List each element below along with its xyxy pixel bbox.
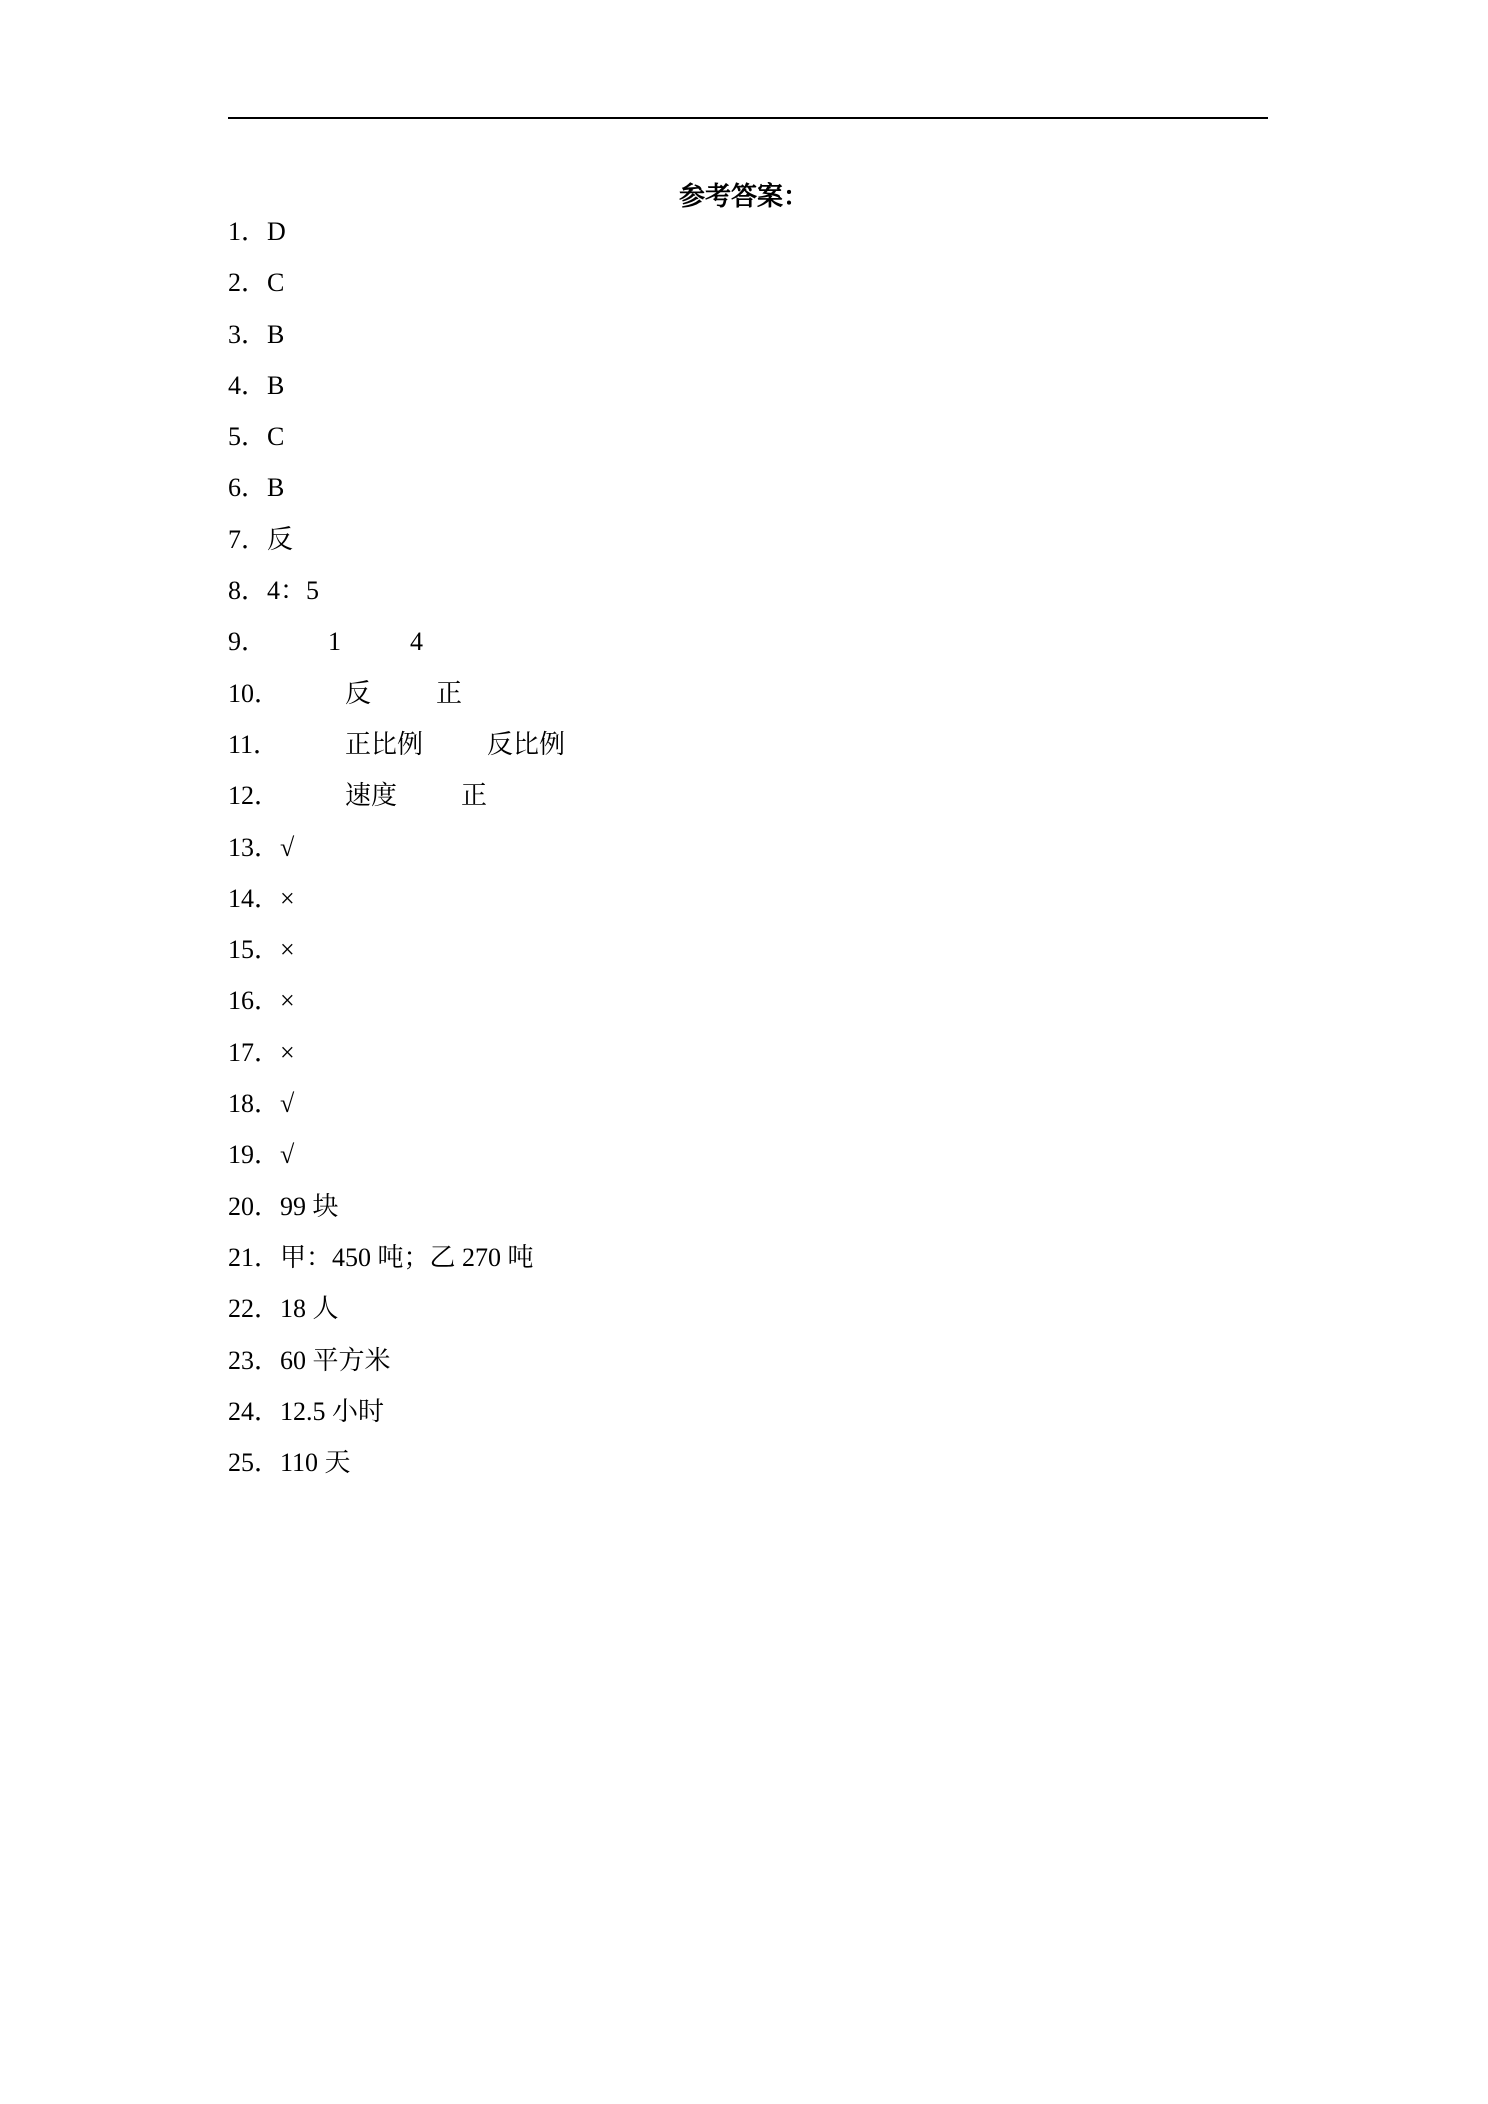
answer-item-4 [228, 369, 534, 420]
answer-item-16 [228, 984, 534, 1035]
answer-blank-1: 反 [345, 678, 372, 708]
answer-value: B [267, 473, 285, 503]
answer-item-19 [228, 1138, 534, 1189]
answer-item-6 [228, 471, 534, 522]
answer-number: 3． [228, 319, 268, 349]
answer-value: 甲：450 吨；乙 270 吨 [280, 1242, 534, 1272]
answer-item-22 [228, 1292, 534, 1343]
answer-number: 8． [228, 576, 268, 606]
answer-blank-1: 正比例 [345, 729, 424, 759]
answer-number: 10． [228, 678, 281, 708]
answer-number: 17． [228, 1037, 281, 1067]
answer-number: 1． [228, 217, 268, 246]
answer-blank-2: 正 [461, 781, 488, 811]
answer-number: 5． [228, 422, 268, 452]
answer-number: 7． [228, 524, 268, 554]
answer-item-5 [228, 420, 534, 471]
answer-number: 24． [228, 1396, 281, 1426]
answer-value: 4：5 [267, 576, 320, 606]
answer-number: 25． [228, 1448, 281, 1478]
answer-number: 18． [228, 1089, 281, 1119]
answer-item-18 [228, 1087, 534, 1138]
answer-value: B [267, 319, 285, 349]
answer-item-21 [228, 1241, 534, 1292]
answer-item-2 [228, 266, 534, 317]
answer-list [228, 215, 566, 1497]
answer-value: × [280, 986, 295, 1016]
answer-number: 2． [228, 268, 268, 298]
answer-number: 13． [228, 832, 281, 862]
answer-value: √ [280, 1140, 295, 1170]
answer-item-9 [228, 625, 534, 676]
answer-item-12 [228, 779, 534, 830]
answer-item-20 [228, 1190, 534, 1241]
answer-blank-1: 速度 [345, 781, 398, 811]
answer-item-17 [228, 1036, 534, 1087]
answer-value: × [280, 935, 295, 965]
answer-number: 15． [228, 935, 281, 965]
answer-item-23 [228, 1344, 534, 1395]
answer-item-11 [228, 728, 566, 779]
answer-key-title: 参考答案： [678, 182, 809, 211]
answer-value: 反 [267, 524, 294, 554]
answer-number: 16． [228, 986, 281, 1016]
answer-item-24 [228, 1395, 534, 1446]
answer-value: √ [280, 832, 295, 862]
answer-item-15 [228, 933, 534, 984]
answer-number: 12． [228, 781, 281, 811]
answer-item-13 [228, 831, 534, 882]
answer-number: 21． [228, 1242, 281, 1272]
answer-value: × [280, 883, 295, 913]
answer-item-25 [228, 1446, 534, 1497]
answer-item-7 [228, 523, 534, 574]
answer-number: 19． [228, 1140, 281, 1170]
answer-number: 22． [228, 1294, 281, 1324]
answer-item-10 [228, 677, 534, 728]
answer-number: 14． [228, 883, 281, 913]
answer-blank-2: 正 [436, 678, 463, 708]
answer-number: 20． [228, 1191, 281, 1221]
answer-blank-2: 4 [410, 627, 423, 657]
answer-value: C [267, 422, 285, 452]
answer-item-3 [228, 318, 534, 369]
answer-blank-2: 反比例 [487, 729, 566, 759]
answer-value: 110 天 [280, 1448, 351, 1478]
answer-value: C [267, 268, 285, 298]
answer-number: 9． [228, 627, 268, 657]
answer-value: 60 平方米 [280, 1345, 391, 1375]
answer-item-8 [228, 574, 534, 625]
answer-number: 23． [228, 1345, 281, 1375]
answer-value: D [267, 217, 286, 246]
answer-item-1 [228, 215, 534, 266]
answer-number: 11． [228, 729, 280, 759]
answer-value: B [267, 370, 285, 400]
answer-number: 6． [228, 473, 268, 503]
answer-value: 18 人 [280, 1294, 339, 1324]
answer-item-14 [228, 882, 534, 933]
answer-value: × [280, 1037, 295, 1067]
answer-number: 4． [228, 370, 268, 400]
answer-value: 12.5 小时 [280, 1396, 385, 1426]
answer-blank-1: 1 [328, 627, 341, 657]
header-rule [228, 117, 1268, 119]
answer-value: 99 块 [280, 1191, 339, 1221]
answer-value: √ [280, 1089, 295, 1119]
